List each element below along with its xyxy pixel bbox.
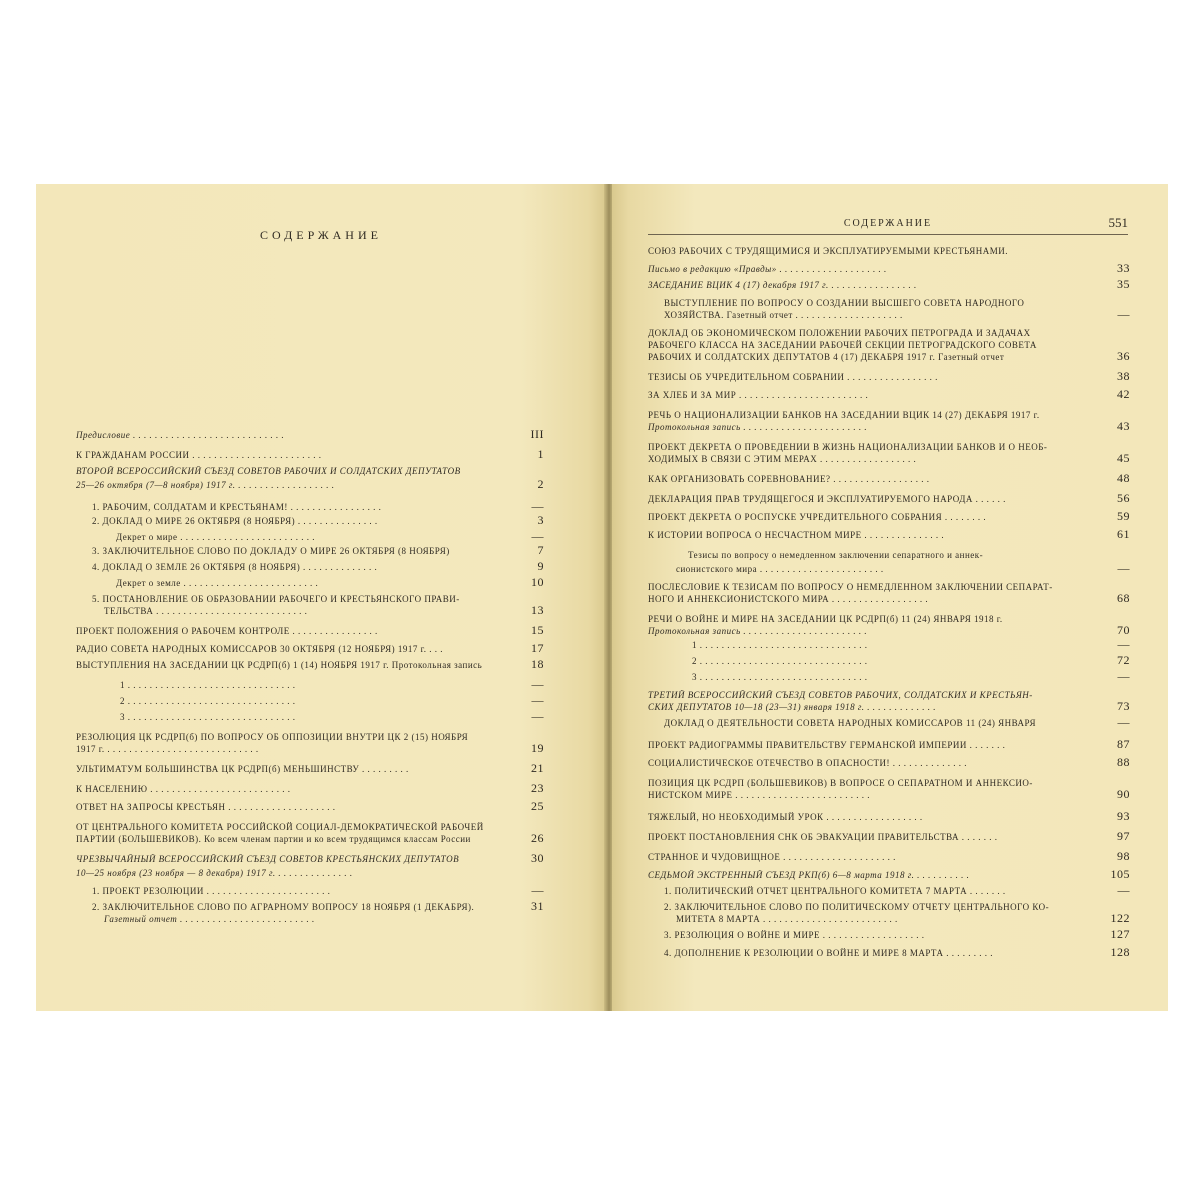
toc-entry-page: 38	[1117, 369, 1130, 383]
toc-entry-page: 48	[1117, 471, 1130, 485]
toc-entry-page: 13	[531, 603, 544, 617]
toc-entry-title: 3. РЕЗОЛЮЦИЯ О ВОЙНЕ И МИРЕ . . . . . . . . . . . . . . . . . . .	[664, 930, 925, 940]
toc-entry	[612, 509, 1168, 525]
toc-entry-page: 23	[531, 781, 544, 795]
toc-entry-page: 19	[531, 741, 544, 755]
toc-entry-title: Протокольная запись . . . . . . . . . . . . . . . . . . . . . . .	[648, 626, 868, 636]
toc-entry	[36, 868, 606, 881]
toc-entry	[36, 781, 606, 797]
toc-entry-title: РЕЧИ О ВОЙНЕ И МИРЕ НА ЗАСЕДАНИИ ЦК РСДРП(б) 11 (24) ЯНВАРЯ 1918 г.	[648, 614, 1003, 624]
toc-entry	[612, 471, 1168, 487]
toc-entry	[612, 591, 1168, 607]
toc-entry	[36, 466, 606, 479]
toc-entry-page: 10	[531, 575, 544, 589]
toc-entry-title: НИСТСКОМ МИРЕ . . . . . . . . . . . . . . . . . . . . . . . . .	[648, 790, 871, 800]
toc-entry-title: ПОЗИЦИЯ ЦК РСДРП (БОЛЬШЕВИКОВ) В ВОПРОСЕ О СЕПАРАТНОМ И АННЕКСИО-	[648, 778, 1033, 788]
toc-entry	[36, 883, 606, 899]
toc-entry-title: 1. ПОЛИТИЧЕСКИЙ ОТЧЕТ ЦЕНТРАЛЬНОГО КОМИТЕТА 7 МАРТА . . . . . . .	[664, 886, 1006, 896]
toc-entry-title: СОЦИАЛИСТИЧЕСКОЕ ОТЕЧЕСТВО В ОПАСНОСТИ! . . . . . . . . . . . . . .	[648, 758, 967, 768]
toc-entry-page: 59	[1117, 509, 1130, 523]
toc-entry-title: ХОДИМЫХ В СВЯЗИ С ЭТИМ МЕРАХ . . . . . . . . . . . . . . . . . .	[648, 454, 917, 464]
toc-entry-page: 68	[1117, 591, 1130, 605]
toc-entry-title: 2 . . . . . . . . . . . . . . . . . . . . . . . . . . . . . . .	[692, 656, 868, 666]
toc-entry-title: 10—25 ноября (23 ноября — 8 декабря) 1917 г. . . . . . . . . . . . . . .	[76, 868, 353, 878]
toc-entry-title: 4. ДОПОЛНЕНИЕ К РЕЗОЛЮЦИИ О ВОЙНЕ И МИРЕ 8 МАРТА . . . . . . . . .	[664, 948, 993, 958]
toc-entry	[36, 741, 606, 757]
toc-entry-title: 1. РАБОЧИМ, СОЛДАТАМ И КРЕСТЬЯНАМ! . . . . . . . . . . . . . . . . .	[92, 502, 382, 512]
toc-entry	[36, 499, 606, 515]
toc-entry	[612, 715, 1168, 731]
page-title: СОДЕРЖАНИЕ	[260, 228, 382, 242]
toc-entry-page: —	[1117, 669, 1130, 683]
toc-entry-title: УЛЬТИМАТУМ БОЛЬШИНСТВА ЦК РСДРП(б) МЕНЬШИНСТВУ . . . . . . . . .	[76, 764, 409, 774]
toc-entry-page: —	[531, 709, 544, 723]
toc-entry-title: ПОСЛЕСЛОВИЕ К ТЕЗИСАМ ПО ВОПРОСУ О НЕМЕДЛЕННОМ ЗАКЛЮЧЕНИИ СЕПАРАТ-	[648, 582, 1053, 592]
toc-entry	[612, 527, 1168, 543]
toc-entry-title: 1. ПРОЕКТ РЕЗОЛЮЦИИ . . . . . . . . . . . . . . . . . . . . . . .	[92, 886, 331, 896]
toc-entry-title: ПРОЕКТ РАДИОГРАММЫ ПРАВИТЕЛЬСТВУ ГЕРМАНСКОЙ ИМПЕРИИ . . . . . . .	[648, 740, 1006, 750]
toc-entry-page: 36	[1117, 349, 1130, 363]
toc-entry-page: 15	[531, 623, 544, 637]
toc-entry-page: —	[1117, 307, 1130, 321]
toc-entry-title: Декрет о земле . . . . . . . . . . . . . . . . . . . . . . . . .	[116, 578, 319, 588]
toc-entry-page: —	[1117, 637, 1130, 651]
toc-entry	[36, 709, 606, 725]
toc-entry	[612, 787, 1168, 803]
toc-entry-page: —	[1117, 883, 1130, 897]
toc-entry-title: РАДИО СОВЕТА НАРОДНЫХ КОМИССАРОВ 30 ОКТЯБРЯ (12 НОЯБРЯ) 1917 г. . . .	[76, 644, 444, 654]
toc-entry	[612, 699, 1168, 715]
toc-entry-title: 5. ПОСТАНОВЛЕНИЕ ОБ ОБРАЗОВАНИИ РАБОЧЕГО И КРЕСТЬЯНСКОГО ПРАВИ-	[92, 594, 460, 604]
toc-entry-page: 72	[1117, 653, 1130, 667]
toc-entry-page: 128	[1110, 945, 1130, 959]
toc-entry-page: 17	[531, 641, 544, 655]
toc-entry-title: ВТОРОЙ ВСЕРОССИЙСКИЙ СЪЕЗД СОВЕТОВ РАБОЧИХ И СОЛДАТСКИХ ДЕПУТАТОВ	[76, 466, 461, 476]
toc-entry	[612, 550, 1168, 563]
left-page	[36, 184, 606, 1011]
toc-entry-page: 56	[1117, 491, 1130, 505]
toc-entry	[612, 387, 1168, 403]
toc-entry-page: 93	[1117, 809, 1130, 823]
toc-entry-title: Предисловие . . . . . . . . . . . . . . . . . . . . . . . . . . . .	[76, 430, 285, 440]
toc-entry	[612, 755, 1168, 771]
toc-entry-page: 21	[531, 761, 544, 775]
toc-entry-page: III	[530, 427, 544, 441]
toc-entry-title: ЗАСЕДАНИЕ ВЦИК 4 (17) декабря 1917 г. . . . . . . . . . . . . . . . .	[648, 280, 917, 290]
toc-entry-page: 127	[1110, 927, 1130, 941]
toc-entry-page: —	[1117, 715, 1130, 729]
toc-entry-title: РАБОЧИХ И СОЛДАТСКИХ ДЕПУТАТОВ 4 (17) ДЕКАБРЯ 1917 г. Газетный отчет	[648, 352, 1005, 362]
toc-entry-page: 9	[537, 559, 544, 573]
toc-entry-title: ДЕКЛАРАЦИЯ ПРАВ ТРУДЯЩЕГОСЯ И ЭКСПЛУАТИРУЕМОГО НАРОДА . . . . . .	[648, 494, 1006, 504]
toc-entry-page: 33	[1117, 261, 1130, 275]
toc-entry-title: ПРОЕКТ ДЕКРЕТА О РОСПУСКЕ УЧРЕДИТЕЛЬНОГО СОБРАНИЯ . . . . . . . .	[648, 512, 987, 522]
toc-entry	[36, 914, 606, 927]
toc-entry-title: РАБОЧЕГО КЛАССА НА ЗАСЕДАНИИ РАБОЧЕЙ СЕКЦИИ ПЕТРОГРАДСКОГО СОВЕТА	[648, 340, 1037, 350]
toc-entry-page: —	[1117, 561, 1130, 575]
toc-entry-title: ДОКЛАД ОБ ЭКОНОМИЧЕСКОМ ПОЛОЖЕНИИ РАБОЧИХ ПЕТРОГРАДА И ЗАДАЧАХ	[648, 328, 1031, 338]
toc-entry	[36, 641, 606, 657]
toc-entry	[612, 927, 1168, 943]
toc-entry	[612, 307, 1168, 323]
toc-entry-title: ТЯЖЕЛЫЙ, НО НЕОБХОДИМЫЙ УРОК . . . . . . . . . . . . . . . . . .	[648, 812, 923, 822]
toc-entry-page: 30	[531, 851, 544, 865]
toc-entry-page: 26	[531, 831, 544, 845]
toc-entry	[36, 447, 606, 463]
toc-entry	[36, 761, 606, 777]
toc-entry-page: 73	[1117, 699, 1130, 713]
toc-entry-page: —	[531, 677, 544, 691]
running-head	[648, 216, 1128, 235]
toc-entry-page: 90	[1117, 787, 1130, 801]
toc-entry	[36, 427, 606, 443]
toc-entry	[36, 623, 606, 639]
toc-entry-page: 87	[1117, 737, 1130, 751]
toc-entry-page: 97	[1117, 829, 1130, 843]
toc-entry	[36, 529, 606, 545]
running-head-title: СОДЕРЖАНИЕ	[843, 218, 933, 229]
toc-entry-title: РЕЧЬ О НАЦИОНАЛИЗАЦИИ БАНКОВ НА ЗАСЕДАНИИ ВЦИК 14 (27) ДЕКАБРЯ 1917 г.	[648, 410, 1040, 420]
toc-entry-page: 43	[1117, 419, 1130, 433]
toc-entry	[612, 261, 1168, 277]
toc-entry-page: —	[531, 883, 544, 897]
toc-entry-title: ОТВЕТ НА ЗАПРОСЫ КРЕСТЬЯН . . . . . . . . . . . . . . . . . . . .	[76, 802, 336, 812]
toc-entry	[612, 491, 1168, 507]
toc-entry-title: Протокольная запись . . . . . . . . . . . . . . . . . . . . . . .	[648, 422, 868, 432]
toc-entry-title: ЧРЕЗВЫЧАЙНЫЙ ВСЕРОССИЙСКИЙ СЪЕЗД СОВЕТОВ КРЕСТЬЯНСКИХ ДЕПУТАТОВ	[76, 854, 460, 864]
toc-entry	[612, 809, 1168, 825]
toc-entry-page: 1	[537, 447, 544, 461]
toc-entry	[36, 575, 606, 591]
toc-entry-title: ВЫСТУПЛЕНИЯ НА ЗАСЕДАНИИ ЦК РСДРП(б) 1 (14) НОЯБРЯ 1917 г. Протокольная запись	[76, 660, 483, 670]
toc-entry	[612, 277, 1168, 293]
toc-entry-title: сионистского мира . . . . . . . . . . . . . . . . . . . . . . .	[676, 564, 884, 574]
toc-entry-title: СКИХ ДЕПУТАТОВ 10—18 (23—31) января 1918 г. . . . . . . . . . . . . .	[648, 702, 937, 712]
toc-entry-page: 70	[1117, 623, 1130, 637]
toc-entry	[612, 369, 1168, 385]
toc-entry-title: 3. ЗАКЛЮЧИТЕЛЬНОЕ СЛОВО ПО ДОКЛАДУ О МИРЕ 26 ОКТЯБРЯ (8 НОЯБРЯ)	[92, 546, 450, 556]
toc-entry-title: 4. ДОКЛАД О ЗЕМЛЕ 26 ОКТЯБРЯ (8 НОЯБРЯ) . . . . . . . . . . . . . .	[92, 562, 378, 572]
toc-entry-title: 1 . . . . . . . . . . . . . . . . . . . . . . . . . . . . . . .	[692, 640, 868, 650]
toc-entry-page: 2	[537, 477, 544, 491]
toc-entry-title: ТЕЛЬСТВА . . . . . . . . . . . . . . . . . . . . . . . . . . . .	[104, 606, 308, 616]
toc-entry-title: 3 . . . . . . . . . . . . . . . . . . . . . . . . . . . . . . .	[120, 712, 296, 722]
toc-entry	[36, 677, 606, 693]
toc-entry-page: 35	[1117, 277, 1130, 291]
toc-entry-title: ПАРТИИ (БОЛЬШЕВИКОВ). Ко всем членам партии и ко всем трудящимся классам России	[76, 834, 471, 844]
toc-entry	[612, 829, 1168, 845]
toc-entry-title: Тезисы по вопросу о немедленном заключении сепаратного и аннек-	[688, 550, 984, 560]
toc-entry-title: РЕЗОЛЮЦИЯ ЦК РСДРП(б) ПО ВОПРОСУ ОБ ОППОЗИЦИИ ВНУТРИ ЦК 2 (15) НОЯБРЯ	[76, 732, 469, 742]
toc-entry	[36, 477, 606, 493]
toc-entry	[36, 799, 606, 815]
toc-entry-title: ОТ ЦЕНТРАЛЬНОГО КОМИТЕТА РОССИЙСКОЙ СОЦИАЛ-ДЕМОКРАТИЧЕСКОЙ РАБОЧЕЙ	[76, 822, 484, 832]
toc-entry-title: 2. ЗАКЛЮЧИТЕЛЬНОЕ СЛОВО ПО ПОЛИТИЧЕСКОМУ ОТЧЕТУ ЦЕНТРАЛЬНОГО КО-	[664, 902, 1050, 912]
toc-entry	[612, 419, 1168, 435]
toc-entry	[612, 911, 1168, 927]
toc-entry	[612, 669, 1168, 685]
toc-entry-page: 31	[531, 899, 544, 913]
toc-entry-page: 18	[531, 657, 544, 671]
right-page	[612, 184, 1168, 1011]
toc-entry-title: К ИСТОРИИ ВОПРОСА О НЕСЧАСТНОМ МИРЕ . . . . . . . . . . . . . . .	[648, 530, 945, 540]
toc-entry	[612, 883, 1168, 899]
toc-entry-title: Декрет о мире . . . . . . . . . . . . . . . . . . . . . . . . .	[116, 532, 316, 542]
toc-entry-page: 122	[1110, 911, 1130, 925]
toc-entry-title: К ГРАЖДАНАМ РОССИИ . . . . . . . . . . . . . . . . . . . . . . . .	[76, 450, 322, 460]
toc-entry	[36, 559, 606, 575]
toc-entry-page: 45	[1117, 451, 1130, 465]
toc-entry-title: К НАСЕЛЕНИЮ . . . . . . . . . . . . . . . . . . . . . . . . . .	[76, 784, 291, 794]
toc-entry-title: ДОКЛАД О ДЕЯТЕЛЬНОСТИ СОВЕТА НАРОДНЫХ КОМИССАРОВ 11 (24) ЯНВАРЯ	[664, 718, 1036, 728]
toc-entry-title: 3 . . . . . . . . . . . . . . . . . . . . . . . . . . . . . . .	[692, 672, 868, 682]
toc-entry	[612, 246, 1168, 259]
toc-entry	[612, 561, 1168, 577]
toc-entry-title: ТЕЗИСЫ ОБ УЧРЕДИТЕЛЬНОМ СОБРАНИИ . . . . . . . . . . . . . . . . .	[648, 372, 938, 382]
toc-entry-title: ВЫСТУПЛЕНИЕ ПО ВОПРОСУ О СОЗДАНИИ ВЫСШЕГО СОВЕТА НАРОДНОГО	[664, 298, 1025, 308]
toc-entry-title: 25—26 октября (7—8 ноября) 1917 г. . . . . . . . . . . . . . . . . . .	[76, 480, 335, 490]
toc-entry	[612, 867, 1168, 883]
toc-entry-title: МИТЕТА 8 МАРТА . . . . . . . . . . . . . . . . . . . . . . . . .	[676, 914, 898, 924]
toc-entry	[36, 693, 606, 709]
toc-entry-page: 42	[1117, 387, 1130, 401]
toc-entry-page: —	[531, 529, 544, 543]
toc-entry-title: 2. ЗАКЛЮЧИТЕЛЬНОЕ СЛОВО ПО АГРАРНОМУ ВОПРОСУ 18 НОЯБРЯ (1 ДЕКАБРЯ).	[92, 902, 475, 912]
toc-entry-title: Письмо в редакцию «Правды» . . . . . . . . . . . . . . . . . . . .	[648, 264, 887, 274]
toc-entry-page: 61	[1117, 527, 1130, 541]
toc-entry-page: 7	[537, 543, 544, 557]
toc-entry-title: 1 . . . . . . . . . . . . . . . . . . . . . . . . . . . . . . .	[120, 680, 296, 690]
toc-entry	[612, 737, 1168, 753]
toc-entry-page: 98	[1117, 849, 1130, 863]
toc-entry	[36, 603, 606, 619]
toc-entry	[612, 451, 1168, 467]
toc-entry-page: —	[531, 499, 544, 513]
toc-entry	[612, 623, 1168, 639]
toc-entry-title: СОЮЗ РАБОЧИХ С ТРУДЯЩИМИСЯ И ЭКСПЛУАТИРУЕМЫМИ КРЕСТЬЯНАМИ.	[648, 246, 1008, 256]
toc-entry-title: КАК ОРГАНИЗОВАТЬ СОРЕВНОВАНИЕ? . . . . . . . . . . . . . . . . . .	[648, 474, 930, 484]
toc-entry-title: ЗА ХЛЕБ И ЗА МИР . . . . . . . . . . . . . . . . . . . . . . . .	[648, 390, 869, 400]
toc-entry-title: 1917 г. . . . . . . . . . . . . . . . . . . . . . . . . . . . .	[76, 744, 259, 754]
toc-entry-title: 2. ДОКЛАД О МИРЕ 26 ОКТЯБРЯ (8 НОЯБРЯ) . . . . . . . . . . . . . . .	[92, 516, 378, 526]
toc-entry-title: ХОЗЯЙСТВА. Газетный отчет . . . . . . . . . . . . . . . . . . . .	[664, 310, 903, 320]
toc-entry	[612, 653, 1168, 669]
toc-entry-title: НОГО И АННЕКСИОНИСТСКОГО МИРА . . . . . . . . . . . . . . . . . .	[648, 594, 929, 604]
toc-entry	[36, 657, 606, 673]
toc-entry-title: ПРОЕКТ ПОСТАНОВЛЕНИЯ СНК ОБ ЭВАКУАЦИИ ПРАВИТЕЛЬСТВА . . . . . . .	[648, 832, 998, 842]
toc-entry-page: —	[531, 693, 544, 707]
toc-entry-page: 105	[1110, 867, 1130, 881]
toc-entry-title: Газетный отчет . . . . . . . . . . . . . . . . . . . . . . . . .	[104, 914, 315, 924]
toc-entry-title: ПРОЕКТ ПОЛОЖЕНИЯ О РАБОЧЕМ КОНТРОЛЕ . . . . . . . . . . . . . . . .	[76, 626, 378, 636]
toc-entry-page: 3	[537, 513, 544, 527]
toc-entry-title: ТРЕТИЙ ВСЕРОССИЙСКИЙ СЪЕЗД СОВЕТОВ РАБОЧИХ, СОЛДАТСКИХ И КРЕСТЬЯН-	[648, 690, 1033, 700]
toc-entry	[36, 543, 606, 559]
toc-entry	[36, 513, 606, 529]
toc-entry	[612, 637, 1168, 653]
toc-entry-title: СТРАННОЕ И ЧУДОВИЩНОЕ . . . . . . . . . . . . . . . . . . . . .	[648, 852, 896, 862]
toc-entry-page: 25	[531, 799, 544, 813]
page-number: 551	[1108, 215, 1128, 230]
toc-entry-title: 2 . . . . . . . . . . . . . . . . . . . . . . . . . . . . . . .	[120, 696, 296, 706]
toc-entry-title: ПРОЕКТ ДЕКРЕТА О ПРОВЕДЕНИИ В ЖИЗНЬ НАЦИОНАЛИЗАЦИИ БАНКОВ И О НЕОБ-	[648, 442, 1048, 452]
toc-entry	[36, 831, 606, 847]
toc-entry-page: 88	[1117, 755, 1130, 769]
toc-entry	[612, 945, 1168, 961]
toc-entry-title: СЕДЬМОЙ ЭКСТРЕННЫЙ СЪЕЗД РКП(б) 6—8 марта 1918 г. . . . . . . . . . .	[648, 870, 970, 880]
toc-entry	[612, 849, 1168, 865]
toc-entry	[36, 851, 606, 867]
toc-entry	[612, 349, 1168, 365]
